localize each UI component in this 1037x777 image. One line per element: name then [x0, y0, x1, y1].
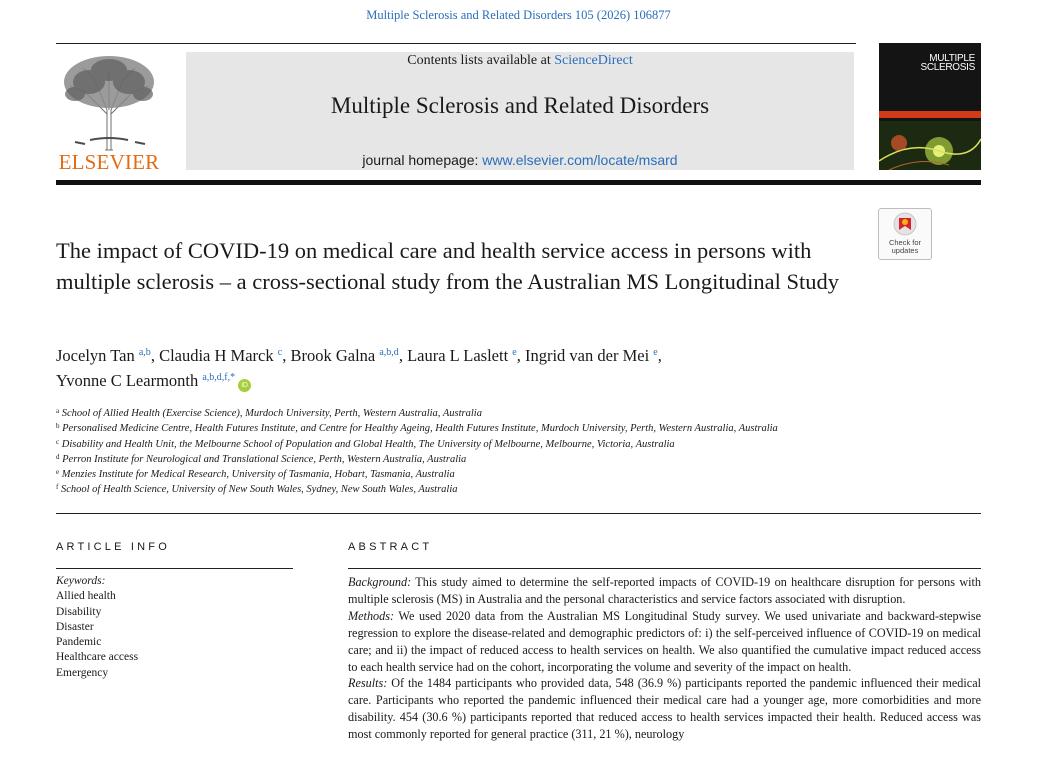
keyword-item: Allied health	[56, 590, 116, 603]
affiliations-list	[56, 406, 986, 498]
affiliation-item	[56, 467, 986, 482]
abstract-methods	[348, 608, 981, 676]
abstract-background-text: This study aimed to determine the self-reported impacts of COVID-19 on healthcare disruption for persons with multiple sclerosis (MS) in Australia and the personal characteristics and service factors associated with disruption.	[348, 575, 981, 606]
contents-prefix: Contents lists available at	[407, 53, 555, 68]
abstract-background	[348, 574, 981, 608]
journal-name: Multiple Sclerosis and Related Disorders	[330, 93, 710, 118]
affiliation-text: School of Allied Health (Exercise Science), Murdoch University, Perth, Western Australia, Australia	[61, 408, 482, 419]
author-name[interactable]: Claudia H Marck	[159, 346, 274, 365]
article-info-heading: ARTICLE INFO	[56, 541, 170, 553]
abstract-methods-label: Methods:	[348, 608, 395, 623]
abstract-background-label: Background:	[348, 575, 412, 589]
keyword-item: Disability	[56, 605, 102, 618]
affiliation-text: Perron Institute for Neurological and Translational Science, Perth, Western Australia, Australia	[62, 453, 467, 465]
affiliation-key: d	[56, 452, 60, 461]
keyword-item: Disaster	[56, 620, 94, 633]
article-info-divider	[56, 568, 293, 569]
journal-homepage-link[interactable]: www.elsevier.com/locate/msard	[482, 152, 678, 168]
abstract-heading: ABSTRACT	[348, 541, 433, 553]
crossmark-label	[879, 239, 931, 255]
author-name[interactable]: Jocelyn Tan	[56, 346, 135, 365]
affiliation-item	[56, 437, 986, 452]
author-affiliation-marks[interactable]: c	[277, 347, 283, 358]
sciencedirect-link[interactable]: ScienceDirect	[554, 53, 633, 68]
affiliation-text: Disability and Health Unit, the Melbourne School of Population and Global Health, The University of Melbourne, Melbourne, Victoria, Australia	[61, 438, 675, 450]
keywords-label: Keywords:	[56, 575, 106, 587]
header-divider-top	[56, 43, 856, 44]
author-name[interactable]: Yvonne C Learmonth	[56, 371, 199, 390]
section-divider	[56, 513, 981, 514]
header-divider-thick	[56, 180, 981, 185]
affiliation-text: Personalised Medicine Centre, Health Futures Institute, and Centre for Healthy Ageing, Health Futures Institute, Murdoch University, Perth, Western Australia, Australia	[62, 423, 778, 435]
affiliation-key: f	[56, 483, 59, 492]
author-affiliation-marks[interactable]: a,b,d	[379, 347, 399, 358]
author-name[interactable]: Ingrid van der Mei	[524, 346, 650, 365]
cover-red-band	[879, 111, 981, 118]
journal-citation[interactable]: Multiple Sclerosis and Related Disorders 105 (2026) 106877	[366, 8, 671, 22]
check-for-updates-badge[interactable]	[878, 208, 932, 260]
journal-cover-thumbnail[interactable]	[879, 43, 981, 170]
author-list: Jocelyn Tan $^{a,b}$, Claudia H Marck $^c$, Brook Galna $^{a,b,d}$, Laura L Laslett $^e$, Ingrid van der Mei $^e$, Yvonne C Learmonth $^{a,b,d,f,*}$iD	[56, 346, 662, 390]
abstract-results-text: Of the 1484 participants who provided data, 548 (36.9 %) participants reported the pandemic influenced their medical care. Participants who reported the pandemic influenced their medical care had a younger age, more comorbidities and more disability. 454 (30.6 %) participants reported that reduced access to health services impacted their health. Reduced access was most commonly reported for general practice (311, 21 %), neurology	[348, 676, 981, 742]
crossmark-icon	[879, 209, 931, 239]
abstract-body	[348, 574, 981, 743]
affiliation-key: c	[56, 437, 60, 446]
cover-title	[920, 54, 975, 72]
affiliation-text: School of Health Science, University of New South Wales, Sydney, New South Wales, Australia	[60, 484, 458, 496]
crossmark-label-line-1: Check for	[888, 238, 922, 247]
affiliation-item	[56, 452, 986, 467]
keywords-list	[56, 574, 296, 681]
abstract-methods-text: We used 2020 data from the Australian MS Longitudinal Study survey. We used univariate and backward-stepwise regression to explore the disease-related and demographic predictors of: i) the self-perceived influence of COVID-19 on medical care; and ii) the impact of reduced access to health services on health. We also quantified the cumulative impact reduced access to each health service had on the cohort, incorporating the volume and severity of the impact on health.	[348, 608, 981, 674]
affiliation-item	[56, 406, 986, 421]
article-title: The impact of COVID-19 on medical care and health service access in persons with multiple sclerosis – a cross-sectional study from the Australian MS Longitudinal Study	[56, 238, 840, 294]
author-affiliation-marks[interactable]: e	[653, 347, 658, 358]
contents-available-line	[186, 53, 854, 69]
abstract-divider	[348, 568, 981, 569]
orcid-icon[interactable]: iD	[238, 379, 251, 392]
affiliation-item	[56, 482, 986, 497]
author-name[interactable]: Brook Galna	[290, 346, 376, 365]
affiliation-key: e	[56, 468, 60, 477]
crossmark-label-line-2: updates	[891, 246, 919, 255]
journal-homepage-line	[186, 152, 854, 168]
keyword-item: Pandemic	[56, 636, 102, 649]
author-name[interactable]: Laura L Laslett	[407, 346, 509, 365]
author-affiliation-marks[interactable]: a,b	[138, 347, 151, 358]
affiliation-key: b	[56, 422, 60, 431]
cover-neuron-image	[879, 121, 981, 170]
affiliation-text: Menzies Institute for Medical Research, University of Tasmania, Hobart, Tasmania, Australia	[61, 469, 455, 481]
cover-title-line-1: MULTIPLE	[929, 53, 975, 64]
keyword-item: Emergency	[56, 666, 109, 679]
homepage-prefix: journal homepage:	[362, 152, 483, 168]
affiliation-key: a	[56, 407, 60, 415]
author-affiliation-marks[interactable]: a,b,d,f,*	[202, 372, 236, 383]
affiliation-item	[56, 421, 986, 436]
elsevier-wordmark[interactable]: ELSEVIER	[58, 150, 160, 174]
abstract-results-label: Results:	[348, 676, 388, 691]
cover-title-line-2: SCLEROSIS	[920, 62, 975, 73]
keyword-item: Healthcare access	[56, 651, 139, 664]
author-affiliation-marks[interactable]: e	[512, 347, 517, 358]
abstract-results	[348, 675, 981, 743]
